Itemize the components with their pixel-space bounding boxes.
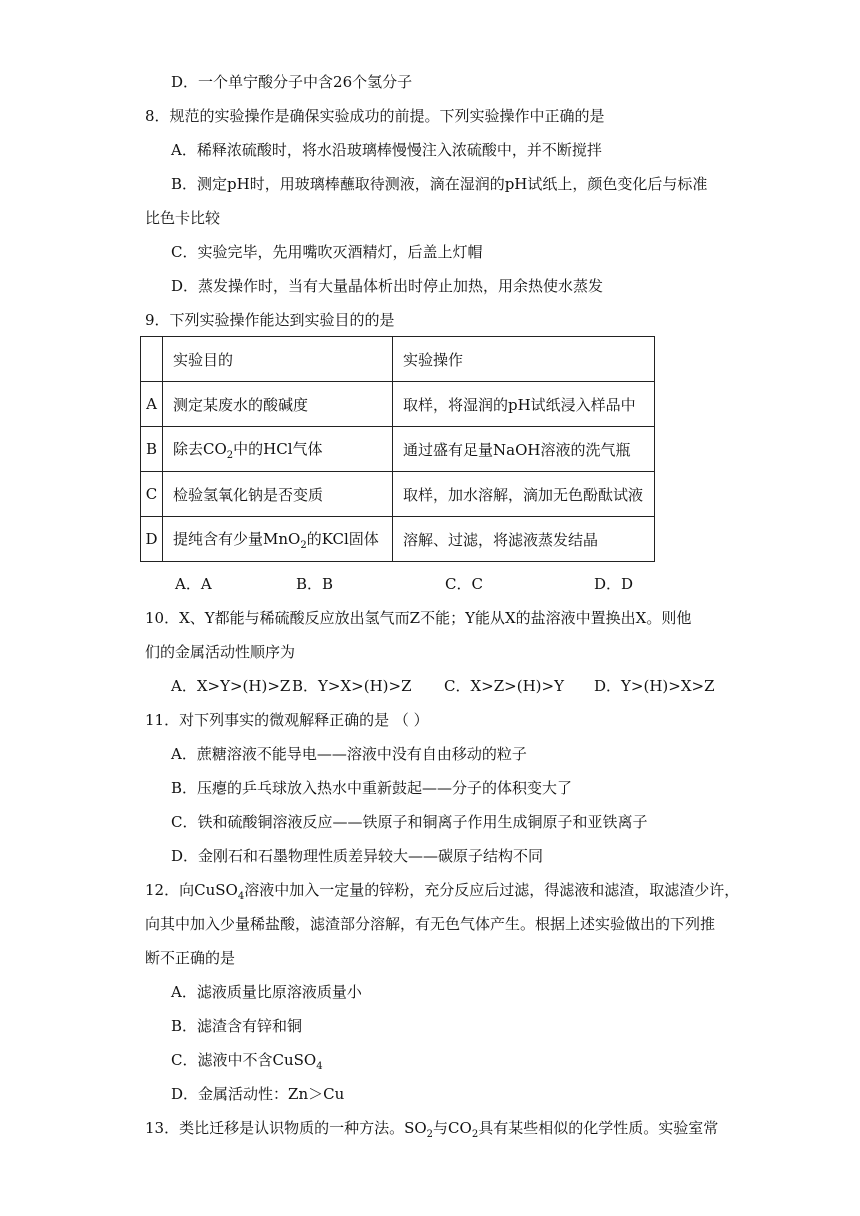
row-goal: 检验氢氧化钠是否变质 xyxy=(163,472,393,517)
row-operation: 取样，加水溶解，滴加无色酚酞试液 xyxy=(393,472,655,517)
row-key: B xyxy=(141,427,163,472)
table-row xyxy=(141,517,655,562)
q9-answer-a: A．A xyxy=(175,575,212,593)
q12-text-b: 溶液中加入一定量的锌粉，充分反应后过滤，得滤液和滤渣，取滤渣少许， xyxy=(244,881,740,899)
q9-answer-b: B．B xyxy=(296,575,334,593)
header-key xyxy=(141,337,163,382)
table-row xyxy=(141,472,655,517)
q9-table xyxy=(140,336,655,562)
header-operation: 实验操作 xyxy=(393,337,655,382)
q9-answer-c: C．C xyxy=(445,575,483,593)
subscript: 2 xyxy=(426,1129,434,1140)
q10-answer-a: A．X>Y>(H)>Z xyxy=(171,677,291,695)
row-goal: 测定某废水的酸碱度 xyxy=(163,382,393,427)
q12-option-a: A．滤液质量比原溶液质量小 xyxy=(171,983,362,1001)
q13-text-a: 13．类比迁移是认识物质的一种方法。SO xyxy=(145,1119,427,1137)
q12-option-d: D．金属活动性：Zn＞Cu xyxy=(171,1085,345,1103)
q12-stem-line2: 向其中加入少量稀盐酸，滤渣部分溶解，有无色气体产生。根据上述实验做出的下列推 xyxy=(145,915,716,933)
subscript: 2 xyxy=(471,1129,479,1140)
q8-option-d: D．蒸发操作时，当有大量晶体析出时停止加热，用余热使水蒸发 xyxy=(171,277,604,295)
q10-stem-line1: 10．X、Y都能与稀硫酸反应放出氢气而Z不能；Y能从X的盐溶液中置换出X。则他 xyxy=(145,609,692,627)
subscript: 2 xyxy=(226,449,234,461)
q9-answer-d: D．D xyxy=(594,575,634,593)
q11-option-c: C．铁和硫酸铜溶液反应——铁原子和铜离子作用生成铜原子和亚铁离子 xyxy=(171,813,648,831)
row-key: D xyxy=(141,517,163,562)
q7-option-d: D．一个单宁酸分子中含26个氢分子 xyxy=(171,73,413,91)
header-goal: 实验目的 xyxy=(163,337,393,382)
q12-option-c xyxy=(171,1050,323,1077)
goal-text-b: 中的HCl气体 xyxy=(233,439,323,458)
subscript: 4 xyxy=(316,1061,323,1072)
row-operation: 溶解、过滤，将滤液蒸发结晶 xyxy=(393,517,655,562)
q12-stem-line1 xyxy=(145,880,739,907)
table-row xyxy=(141,382,655,427)
q8-option-b-line2: 比色卡比较 xyxy=(145,209,221,227)
q11-stem: 11．对下列事实的微观解释正确的是 （ ） xyxy=(145,711,429,729)
row-goal xyxy=(163,427,393,472)
q9-stem: 9．下列实验操作能达到实验目的的是 xyxy=(145,311,395,329)
row-operation: 取样，将湿润的pH试纸浸入样品中 xyxy=(393,382,655,427)
q13-text-c: 具有某些相似的化学性质。实验室常 xyxy=(478,1119,719,1137)
q13-text-b: 与CO xyxy=(433,1119,472,1137)
table-row xyxy=(141,427,655,472)
table-header-row xyxy=(141,337,655,382)
goal-text-a: 除去CO xyxy=(173,439,227,458)
row-key: C xyxy=(141,472,163,517)
goal-text-b: 的KCl固体 xyxy=(306,529,379,548)
q12-option-b: B．滤渣含有锌和铜 xyxy=(171,1017,303,1035)
goal-text-a: 提纯含有少量MnO xyxy=(173,529,301,548)
q8-option-b-line1: B．测定pH时，用玻璃棒蘸取待测液，滴在湿润的pH试纸上，颜色变化后与标准 xyxy=(171,175,708,193)
q12-stem-line3: 断不正确的是 xyxy=(145,949,236,967)
q11-option-a: A．蔗糖溶液不能导电——溶液中没有自由移动的粒子 xyxy=(171,745,527,763)
subscript: 2 xyxy=(300,539,307,551)
q10-answer-d: D．Y>(H)>X>Z xyxy=(594,677,715,695)
row-operation: 通过盛有足量NaOH溶液的洗气瓶 xyxy=(393,427,655,472)
q13-stem xyxy=(145,1118,718,1145)
q10-answer-c: C．X>Z>(H)>Y xyxy=(444,677,564,695)
row-goal xyxy=(163,517,393,562)
q8-stem: 8．规范的实验操作是确保实验成功的前提。下列实验操作中正确的是 xyxy=(145,107,605,125)
row-key: A xyxy=(141,382,163,427)
q12-option-c-text: C．滤液中不含CuSO xyxy=(171,1051,317,1069)
q8-option-c: C．实验完毕，先用嘴吹灭酒精灯，后盖上灯帽 xyxy=(171,243,483,261)
q10-answer-b: B．Y>X>(H)>Z xyxy=(292,677,412,695)
q11-option-b: B．压瘪的乒乓球放入热水中重新鼓起——分子的体积变大了 xyxy=(171,779,573,797)
subscript: 4 xyxy=(237,891,245,902)
q8-option-a: A．稀释浓硫酸时，将水沿玻璃棒慢慢注入浓硫酸中，并不断搅拌 xyxy=(171,141,602,159)
q11-option-d: D．金刚石和石墨物理性质差异较大——碳原子结构不同 xyxy=(171,847,544,865)
q10-stem-line2: 们的金属活动性顺序为 xyxy=(145,643,296,661)
q12-text-a: 12．向CuSO xyxy=(145,881,238,899)
